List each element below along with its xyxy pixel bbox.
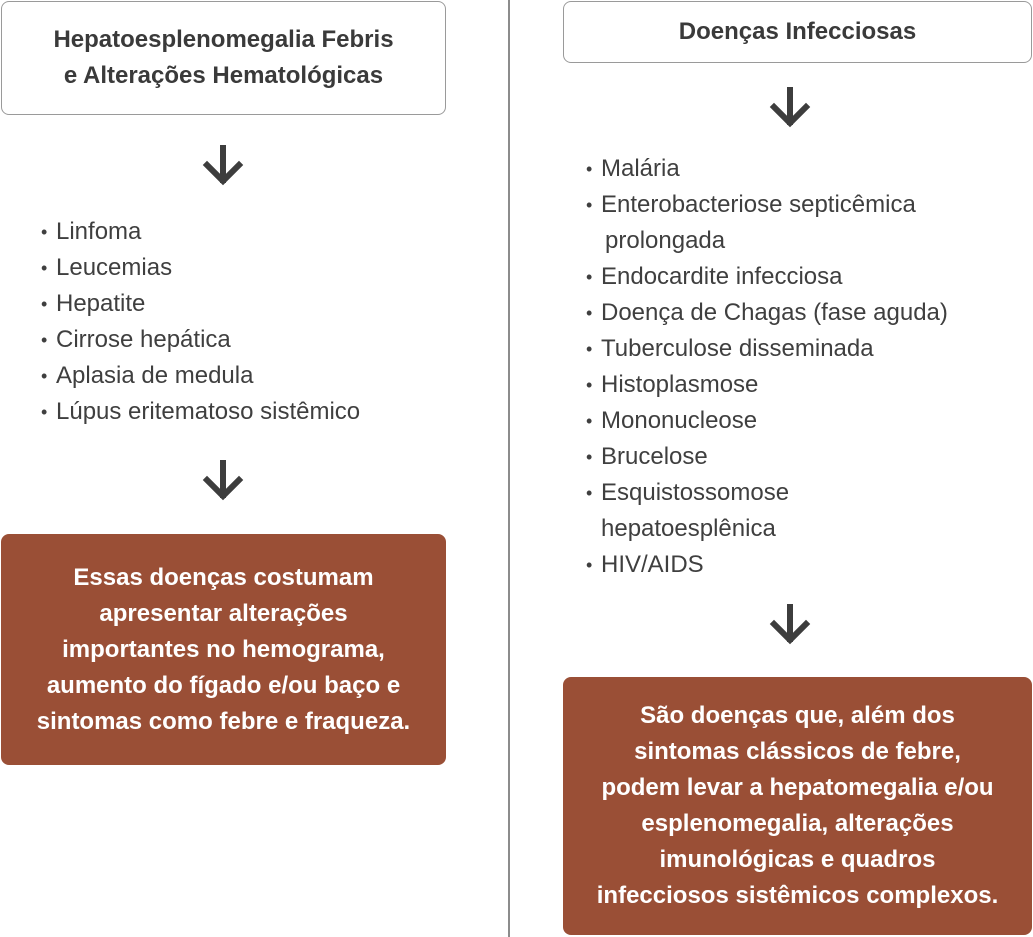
list-item: • Doença de Chagas (fase aguda) xyxy=(586,299,948,326)
column-divider xyxy=(508,0,510,937)
list-item: • Endocardite infecciosa xyxy=(586,263,843,290)
list-item: • Mononucleose xyxy=(586,407,758,434)
left-item-list xyxy=(41,214,360,430)
right-header-box xyxy=(563,1,1032,63)
list-item: • Leucemias xyxy=(41,254,173,281)
right-summary-line: esplenomegalia, alterações xyxy=(641,810,954,837)
right-summary-line: sintomas clássicos de febre, xyxy=(634,738,961,765)
left-summary-line: Essas doenças costumam xyxy=(73,563,374,591)
list-item: • HIV/AIDS xyxy=(586,551,704,578)
list-item: • Tuberculose disseminada xyxy=(586,335,874,362)
left-header-box xyxy=(1,1,446,115)
list-item: • Histoplasmose xyxy=(586,371,759,398)
list-item: • Brucelose xyxy=(586,443,708,470)
list-item: • Linfoma xyxy=(41,218,142,245)
right-header-title: Doenças Infecciosas xyxy=(678,18,917,45)
right-summary-line: podem levar a hepatomegalia e/ou xyxy=(601,774,994,801)
left-header-line-1: Hepatoesplenomegalia Febris xyxy=(53,26,394,53)
arrow-down-icon xyxy=(768,603,812,647)
list-item: • Esquistossomose hepatoesplênica xyxy=(586,479,790,542)
right-summary-box xyxy=(563,677,1032,935)
left-header-line-2: e Alterações Hematológicas xyxy=(63,62,384,89)
left-summary-line: apresentar alterações xyxy=(99,599,348,627)
right-summary-line: infecciosos sistêmicos complexos. xyxy=(596,882,999,909)
list-item: • Cirrose hepática xyxy=(41,326,231,353)
arrow-down-icon xyxy=(201,459,245,503)
right-summary-line: São doenças que, além dos xyxy=(640,702,955,729)
arrow-down-icon xyxy=(768,86,812,130)
list-item: • Aplasia de medula xyxy=(41,362,254,389)
arrow-down-icon xyxy=(201,144,245,188)
left-summary-box xyxy=(1,534,446,765)
right-summary-line: imunológicas e quadros xyxy=(659,846,936,873)
left-summary-line: sintomas como febre e fraqueza. xyxy=(36,707,411,735)
list-item: • Malária xyxy=(586,155,680,182)
list-item: • Lúpus eritematoso sistêmico xyxy=(41,398,361,425)
list-item: • Enterobacteriose septicêmica prolongada xyxy=(586,191,916,254)
list-item: • Hepatite xyxy=(41,290,146,317)
left-summary-line: aumento do fígado e/ou baço e xyxy=(46,671,401,699)
right-item-list xyxy=(586,151,948,583)
left-summary-line: importantes no hemograma, xyxy=(62,635,385,663)
